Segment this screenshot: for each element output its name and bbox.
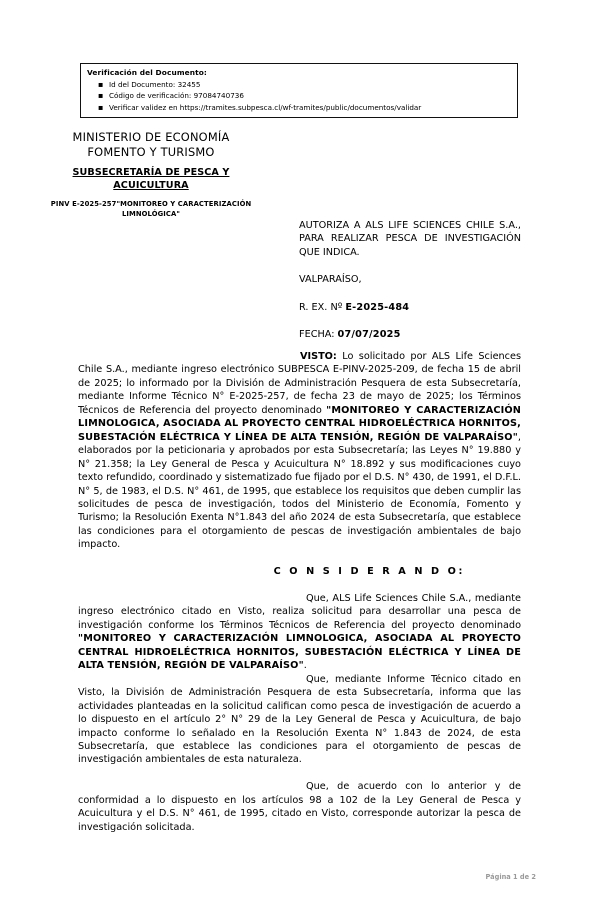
resolution-date-value: 07/07/2025 — [337, 329, 401, 341]
paragraph-considerando-3 — [78, 780, 521, 834]
considerando-1-text-part1: Que, ALS Life Sciences Chile S.A., mediante ingreso electrónico citado en Visto, realiza solicitud para desarrollar una pesca de investigación conforme los Términos Técnicos de Referencia del proyecto denominado — [78, 593, 521, 631]
paragraph-spacer — [78, 767, 521, 780]
visto-label: VISTO: — [300, 351, 337, 362]
resolution-number-label: R. EX. Nº — [299, 301, 346, 313]
visto-project-name: "MONITOREO Y CARACTERIZACIÓN LIMNOLOGICA, ASOCIADA AL PROYECTO CENTRAL HIDROELÉCTRICA HORNITOS, SUBESTACIÓN ELÉCTRICA Y LÍNEA DE ALTA TENSIÓN, REGIÓN DE VALPARAÍSO" — [78, 404, 521, 443]
ministry-name-line2: FOMENTO Y TURISMO — [87, 144, 215, 159]
verification-item-label: Código de verificación: 97084740736 — [109, 91, 244, 101]
letterhead — [22, 130, 280, 219]
resolution-city: VALPARAÍSO, — [299, 274, 362, 286]
considerando-1-project-name: "MONITOREO Y CARACTERIZACIÓN LIMNOLOGICA, ASOCIADA AL PROYECTO CENTRAL HIDROELÉCTRICA HORNITOS, SUBESTACIÓN ELÉCTRICA Y LÍNEA DE ALTA TENSIÓN, REGIÓN DE VALPARAÍSO" — [78, 633, 521, 672]
subsecretaria-line2: ACUICULTURA — [113, 180, 189, 191]
bullet-icon: ▪ — [98, 102, 104, 112]
resolution-number-line — [299, 301, 521, 314]
bullet-icon: ▪ — [98, 91, 104, 101]
paragraph-visto — [78, 350, 521, 552]
subsecretaria-name — [22, 166, 280, 192]
considerando-2-text: Que, mediante Informe Técnico citado en Visto, la División de Administración Pesquera de esta Subsecretaría, informa que las actividades planteadas en la solicitud califican como pesca de investigación de acuerdo a lo dispuesto en el artículo 2° N° 29 de la Ley General de Pesca y Acuicultura, de bajo impacto conforme lo señalado en la Resolución Exenta N° 1.843 de 2024, de esta Subsecretaría, que establece las condiciones para el otorgamiento de pescas de investigación ambientales de esta naturaleza. — [78, 673, 521, 766]
paragraph-spacer — [78, 552, 521, 565]
resolution-body — [78, 350, 521, 834]
considerando-1-text-part2: . — [303, 660, 307, 672]
ministry-name-line1: MINISTERIO DE ECONOMÍA — [72, 130, 230, 144]
bullet-icon: ▪ — [98, 80, 104, 89]
page-footer: Página 1 de 2 — [485, 873, 536, 881]
paragraph-spacer — [78, 579, 521, 592]
resolution-number-value: E-2025-484 — [345, 301, 410, 313]
verification-title: Verificación del Documento: — [87, 68, 207, 77]
verification-list — [87, 79, 517, 113]
document-verification-box — [80, 63, 518, 118]
verification-item-label: Verificar validez en https://tramites.subpesca.cl/wf-tramites/public/documentos/validar — [109, 102, 422, 112]
visto-text-part2: , elaborados por la peticionaria y aprobados por esta Subsecretaría; las Leyes N° 19.880 y N° 21.358; la Ley General de Pesca y Acuicultura N° 18.892 y sus modificaciones cuyo texto refundido, coordinado y sistematizado fue fijado por el D.S. N° 430, de 1991, el D.F.L. N° 5, de 1983, el D.S. N° 461, de 1995, que establece los requisitos que deben cumplir las solicitudes de pesca de investigación, todos del Ministerio de Economía, Fomento y Turismo; la Resolución Exenta N°1.843 del año 2024 de esta Subsecretaría, que establece las condiciones para el otorgamiento de pescas de investigación ambientales de bajo impacto. — [78, 431, 521, 551]
considerando-heading: C O N S I D E R A N D O: — [273, 566, 465, 578]
subsecretaria-line1: SUBSECRETARÍA DE PESCA Y — [72, 167, 230, 178]
considerando-3-text: Que, de acuerdo con lo anterior y de conformidad a lo dispuesto en los artículos 98 a 102 de la Ley General de Pesca y Acuicultura y el D.S. N° 461, de 1995, citado en Visto, corresponde autorizar la pesca de investigación solicitada. — [78, 781, 521, 833]
verification-item-url — [98, 102, 517, 113]
verification-item-document-id — [98, 79, 517, 90]
resolution-date-label: FECHA: — [299, 329, 338, 341]
paragraph-considerando-1 — [78, 592, 521, 673]
project-code-line: PINV E-2025-257"MONITOREO Y CARACTERIZACIÓN LIMNOLÓGICA" — [50, 200, 252, 218]
resolution-date-line — [299, 328, 521, 341]
verification-item-label: Id del Documento: 32455 — [109, 80, 201, 89]
visto-text-part1: Lo solicitado por ALS Life Sciences Chile S.A., mediante ingreso electrónico SUBPESCA E-PINV-2025-209, de fecha 15 de abril de 2025; lo informado por la División de Administración Pesquera de esta Subsecretaría, mediante Informe Técnico N° E-2025-257, de fecha 23 de mayo de 2025; los Términos Técnicos de Referencia del proyecto denominado — [78, 351, 521, 416]
resolution-heading-block — [299, 219, 521, 341]
paragraph-considerando-2 — [78, 673, 521, 767]
resolution-subject: AUTORIZA A ALS LIFE SCIENCES CHILE S.A., PARA REALIZAR PESCA DE INVESTIGACIÓN QUE INDICA. — [299, 220, 521, 258]
verification-item-code — [98, 90, 517, 101]
